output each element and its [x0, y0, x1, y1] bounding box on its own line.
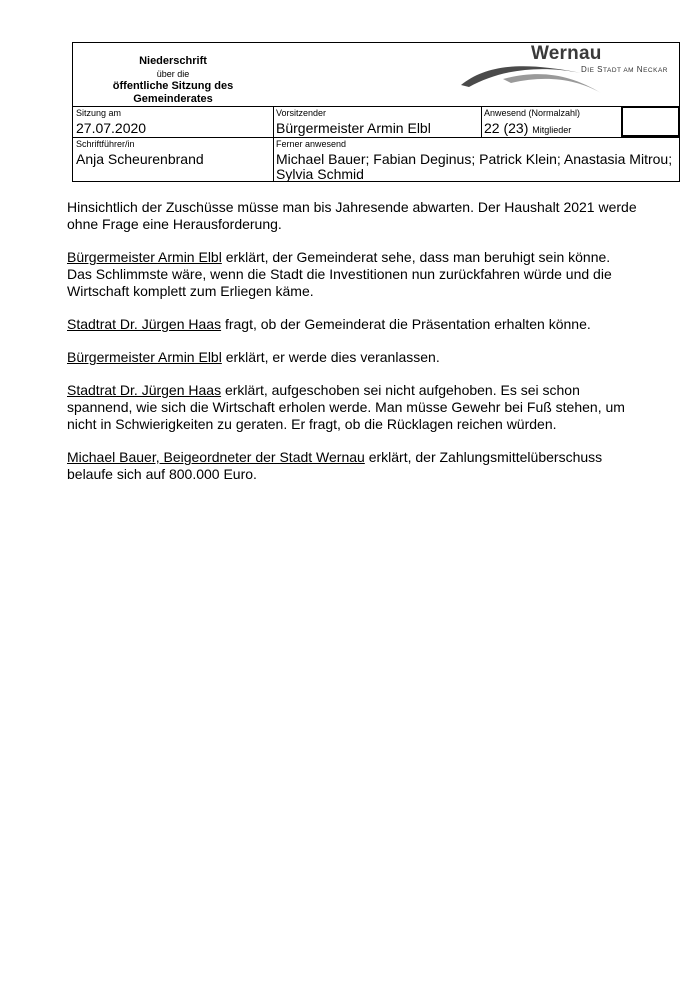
paragraph	[67, 382, 637, 433]
ferner-label: Ferner anwesend	[276, 139, 347, 149]
speaker-name: Stadtrat Dr. Jürgen Haas	[67, 382, 222, 398]
anwesend-value	[484, 120, 571, 136]
paragraph-text: Hinsichtlich der Zuschüsse müsse man bis Jahresende abwarten. Der Haushalt 2021 werde ohne Frage eine Herausforderung.	[67, 199, 637, 232]
paragraph	[67, 249, 637, 300]
sitzung-date: 27.07.2020	[76, 120, 147, 136]
title-line-1: Niederschrift	[139, 55, 207, 67]
header-divider	[73, 137, 679, 138]
anwesend-label: Anwesend (Normalzahl)	[484, 108, 581, 118]
anwesend-suffix: Mitglieder	[532, 125, 572, 135]
schrift-value: Anja Scheurenbrand	[76, 151, 204, 167]
paragraph-text: erklärt, der Zahlungsmittelüberschuss belaufe sich auf 800.000 Euro.	[67, 449, 603, 482]
vorsitz-value: Bürgermeister Armin Elbl	[276, 120, 431, 136]
speaker-name: Michael Bauer, Beigeordneter der Stadt Wernau	[67, 449, 365, 465]
header-divider	[73, 106, 679, 107]
paragraph	[67, 316, 637, 333]
paragraph-text: erklärt, aufgeschoben sei nicht aufgehoben. Es sei schon spannend, wie sich die Wirtschaft erholen werde. Man müsse Gewehr bei Fuß stehen, um nicht in Schwierigkeiten zu geraten. Er fragt, ob die Rücklagen reichen würden.	[67, 382, 625, 432]
column-divider	[273, 106, 274, 182]
paragraph-text: fragt, ob der Gemeinderat die Präsentation erhalten könne.	[221, 316, 591, 332]
ferner-line-2: Sylvia Schmid	[276, 166, 364, 182]
column-divider	[481, 106, 482, 137]
paragraph-text: erklärt, der Gemeinderat sehe, dass man beruhigt sein könne. Das Schlimmste wäre, wenn die Stadt die Investitionen nun zurückfahren würde und die Wirtschaft komplett zum Erliegen käme.	[67, 249, 612, 299]
speaker-name: Bürgermeister Armin Elbl	[67, 349, 222, 365]
title-line-4: Gemeinderates	[133, 93, 213, 105]
wernau-logo	[461, 43, 681, 106]
protocol-body	[67, 199, 637, 499]
ferner-line-1: Michael Bauer; Fabian Deginus; Patrick Klein; Anastasia Mitrou;	[276, 151, 673, 167]
paragraph	[67, 449, 637, 483]
title-line-2: über die	[156, 69, 190, 79]
document-title	[73, 43, 273, 106]
sitzung-label: Sitzung am	[76, 108, 122, 118]
logo-tagline: DIE STADT AM NECKAR	[581, 65, 668, 74]
anwesend-count: 22 (23)	[484, 120, 529, 136]
vorsitz-label: Vorsitzender	[276, 108, 327, 118]
logo-name: Wernau	[531, 43, 602, 64]
title-line-3: öffentliche Sitzung des	[112, 80, 234, 92]
schrift-label: Schriftführer/in	[76, 139, 135, 149]
empty-checkbox-field	[621, 106, 680, 137]
speaker-name: Bürgermeister Armin Elbl	[67, 249, 222, 265]
paragraph-text: erklärt, er werde dies veranlassen.	[221, 349, 440, 365]
paragraph	[67, 199, 637, 233]
protocol-header-table	[72, 42, 680, 182]
speaker-name: Stadtrat Dr. Jürgen Haas	[67, 316, 222, 332]
paragraph	[67, 349, 637, 366]
